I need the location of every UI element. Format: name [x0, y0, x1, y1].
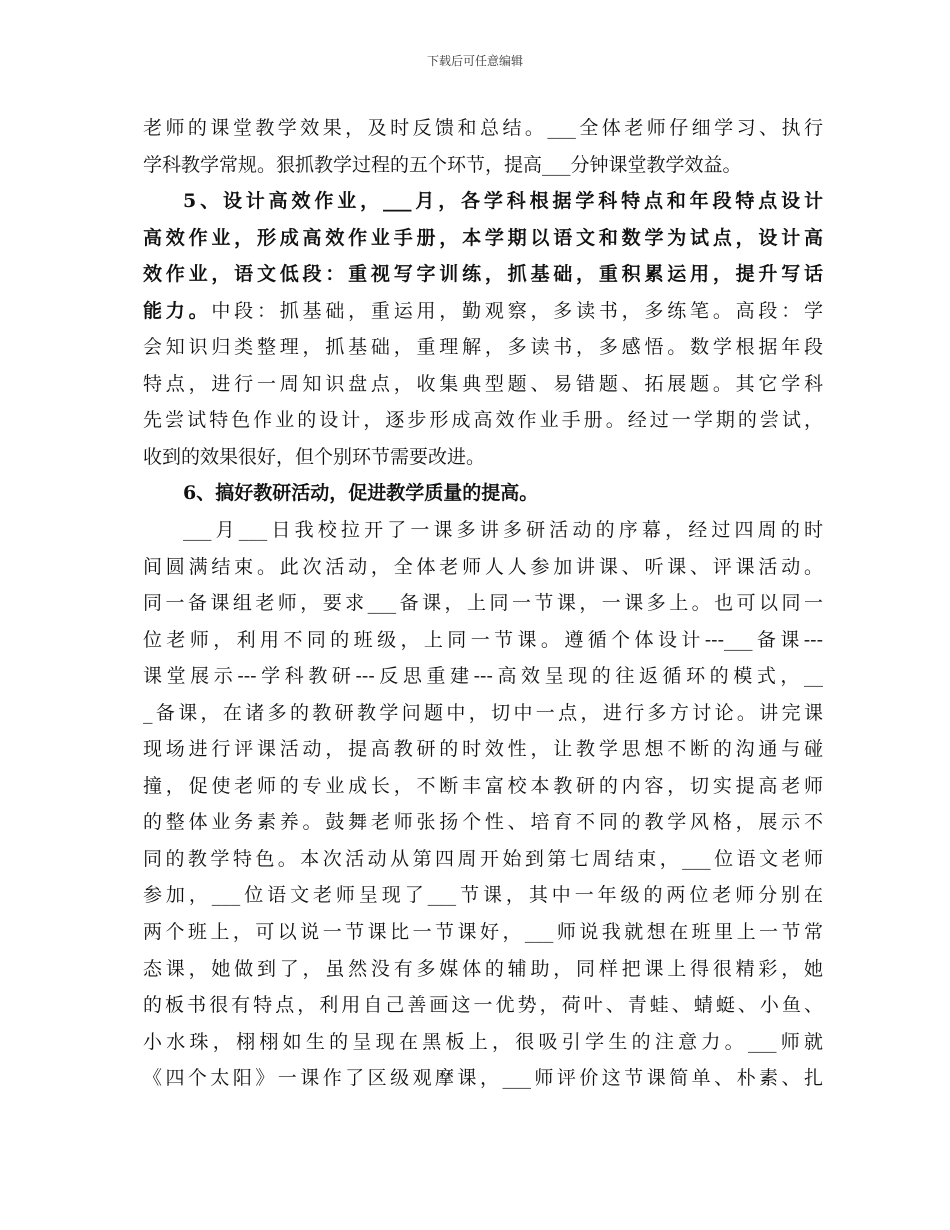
- text-line: 老师的课堂教学效果，及时反馈和总结。___全体老师仔细学习、执行: [143, 117, 823, 139]
- text-line: 参加，___位语文老师呈现了___节课，其中一年级的两位老师分别在: [143, 884, 823, 907]
- text-line: 效作业，语文低段：重视写字训练，抓基础，重积累运用，提升写话: [143, 263, 823, 286]
- text-line: [143, 293, 823, 330]
- text-line: 特点，进行一周知识盘点，收集典型题、易错题、拓展题。其它学科: [143, 372, 823, 395]
- text-line: ___月___日我校拉开了一课多讲多研活动的序幕，经过四周的时: [183, 519, 823, 542]
- text-line: 5、设计高效作业，___月，各学科根据学科特点和年段特点设计: [183, 190, 823, 213]
- text-line: 《四个太阳》一课作了区级观摩课，___师评价这节课简单、朴素、扎: [143, 1067, 823, 1090]
- text-line: 间圆满结束。此次活动，全体老师人人参加讲课、听课、评课活动。: [143, 555, 823, 578]
- text-line: 6、搞好教研活动，促进教学质量的提高。: [183, 482, 539, 505]
- text-line: 的板书很有特点，利用自己善画这一优势，荷叶、青蛙、蜻蜓、小鱼、: [143, 994, 823, 1017]
- text-line: 课堂展示---学科教研---反思重建---高效呈现的往返循环的模式，__: [143, 665, 823, 688]
- page-header: 下载后可任意编辑: [426, 54, 523, 68]
- text-line: 小水珠，栩栩如生的呈现在黑板上，很吸引学生的注意力。___师就: [143, 1030, 823, 1053]
- text-line: 高效作业，形成高效作业手册，本学期以语文和数学为试点，设计高: [143, 226, 823, 249]
- document-body: [143, 110, 823, 1097]
- text-line: 态课，她做到了，虽然没有多媒体的辅助，同样把课上得很精彩，她: [143, 957, 823, 980]
- text-line: 会知识归类整理，抓基础，重理解，多读书，多感悟。数学根据年段: [143, 336, 823, 359]
- text-line: 两个班上，可以说一节课比一节课好，___师说我就想在班里上一节常: [143, 921, 823, 944]
- bold-run: 能力。: [143, 299, 212, 322]
- text-line: 学科教学常规。狠抓教学过程的五个环节，提高___分钟课堂教学效益。: [143, 153, 742, 176]
- text-line: 撞，促使老师的专业成长，不断丰富校本教研的内容，切实提高老师: [143, 774, 823, 797]
- text-line: 收到的效果很好，但个别环节需要改进。: [143, 445, 486, 468]
- text-line: 先尝试特色作业的设计，逐步形成高效作业手册。经过一学期的尝试，: [143, 409, 823, 432]
- text-line: 的整体业务素养。鼓舞老师张扬个性、培育不同的教学风格，展示不: [143, 811, 823, 834]
- text-line: 同一备课组老师，要求___备课，上同一节课，一课多上。也可以同一: [143, 592, 823, 615]
- text-line: _备课，在诸多的教研教学问题中，切中一点，进行多方讨论。讲完课: [143, 701, 823, 724]
- text-line: 现场进行评课活动，提高教研的时效性，让教学思想不断的沟通与碰: [143, 738, 823, 761]
- text-run: 中段：抓基础，重运用，勤观察，多读书，多练笔。高段：学: [211, 299, 823, 322]
- text-line: 位老师，利用不同的班级，上同一节课。遵循个体设计---___备课---: [143, 628, 823, 651]
- text-line: 同的教学特色。本次活动从第四周开始到第七周结束，___位语文老师: [143, 847, 823, 870]
